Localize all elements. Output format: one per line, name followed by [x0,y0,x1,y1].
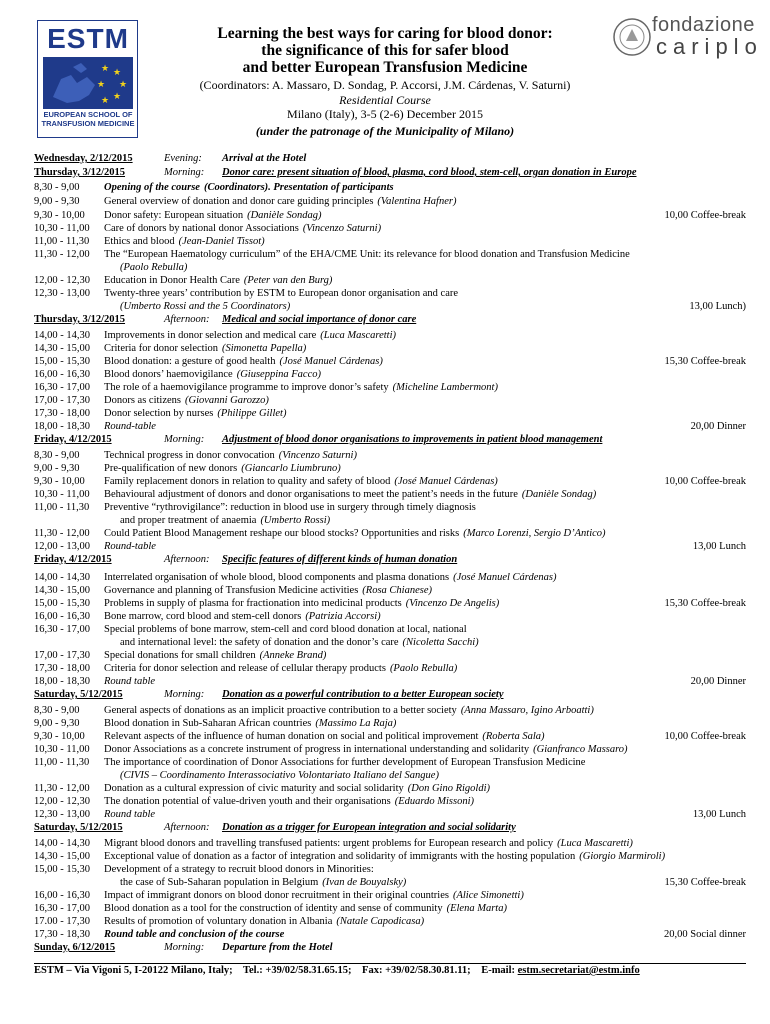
item-title: The role of a haemovigilance programme to improve donor’s safety [104,382,389,393]
item-title: and international level: the safety of donation and the donor’s care [120,637,399,648]
item-title: General aspects of donations as an implicit proactive contribution to a better society [104,705,457,716]
program-item [34,541,156,553]
item-speaker: (Massimo La Raja) [315,718,397,729]
session-label: Afternoon: [164,554,210,565]
item-speaker: (Jean-Daniel Tissot) [178,236,265,247]
session-label: Afternoon: [164,822,210,833]
program-item [34,877,406,889]
item-title: Round table and conclusion of the course [104,929,285,940]
program-item [34,572,557,584]
session-topic: Donation as a trigger for European integration and social solidarity [222,822,516,833]
session-label: Evening: [164,153,202,164]
item-title: Donor Associations as a concrete instrument of progress in international understanding and solidarity [104,744,530,755]
item-title: The “European Haematology curriculum” of the EHA/CME Unit: its relevance for blood donation and Transfusion Medicine [104,249,630,260]
item-speaker: (Vincenzo Saturni) [302,223,382,234]
session-topic: Specific features of different kinds of human donation [222,554,458,565]
day-session-header [34,554,457,566]
item-title: Donor selection by nurses [104,408,214,419]
program-item [34,210,321,222]
item-title: Round table [104,676,156,687]
item-time: 15,00 - 15,30 [34,598,90,609]
estm-logo-word: ESTM [47,23,129,54]
item-title: Round-table [104,541,156,552]
item-time: 9,30 - 10,00 [34,731,85,742]
program-item [34,502,476,514]
europe-map-stars-icon [43,57,133,109]
program-item [34,223,381,235]
item-title: Care of donors by national donor Associations [104,223,299,234]
item-title: Preventive “rythrovigilance”: reduction in blood use in surgery through timely diagnosis [104,502,476,513]
item-time: 9,00 - 9,30 [34,196,80,207]
item-time: 10,30 - 11,00 [34,744,90,755]
item-time: 17,30 - 18,30 [34,929,90,940]
program-item [34,744,628,756]
item-time: 16,30 - 17,00 [34,624,90,635]
item-time: 9,00 - 9,30 [34,718,80,729]
day-label: Saturday, 5/12/2015 [34,822,123,833]
item-speaker: (Umberto Rossi) [260,515,331,526]
program-item [34,809,155,821]
program-item [34,395,269,407]
item-time: 11,00 - 11,30 [34,502,90,513]
svg-text:★: ★ [101,96,110,106]
item-speaker: (Nicoletta Sacchi) [402,637,479,648]
session-topic: Departure from the Hotel [222,942,333,953]
program-item [34,624,467,636]
program-item [34,650,326,662]
program-item [34,796,474,808]
session-topic: Donation as a powerful contribution to a better European society [222,689,504,700]
item-speaker: (Don Gino Rigoldi) [407,783,491,794]
title-line-2: the significance of this for safer blood [261,42,509,59]
item-time: 16,00 - 16,30 [34,611,90,622]
break-note: 15,30 Coffee-break [664,356,746,367]
item-speaker: (José Manuel Cárdenas) [279,356,383,367]
item-speaker: (Giancarlo Liumbruno) [241,463,341,474]
item-title: Relevant aspects of the influence of human donation on social and political improvement [104,731,479,742]
break-note: 20,00 Dinner [690,676,746,687]
item-speaker: (José Manuel Cárdenas) [394,476,498,487]
item-speaker: (CIVIS – Coordinamento Interassociativo Volontariato Italiano del Sangue) [120,770,439,781]
item-speaker: (Luca Mascaretti) [320,330,396,341]
item-time: 9,30 - 10,00 [34,476,85,487]
item-time: 10,30 - 11,00 [34,223,90,234]
item-speaker: (Ivan de Bouyalsky) [322,877,407,888]
program-item [34,489,596,501]
program-item [34,663,457,675]
item-speaker: (Elena Marta) [446,903,507,914]
item-title: Donors as citizens [104,395,181,406]
program-item [34,890,524,902]
program-item [34,343,306,355]
item-title: Special problems of bone marrow, stem-cell and cord blood donation at local, national [104,624,467,635]
day-session-header [34,434,602,446]
program-item [34,598,499,610]
item-speaker: (Micheline Lambermont) [392,382,498,393]
program-item [34,356,383,368]
day-session-header [34,167,637,179]
program-item [34,705,594,717]
day-label: Friday, 4/12/2015 [34,434,112,445]
item-speaker: (Peter van den Burg) [243,275,333,286]
item-speaker: (Giuseppina Facco) [236,369,321,380]
estm-logo [37,20,138,138]
item-title: Blood donation in Sub-Saharan African countries [104,718,312,729]
item-title: the case of Sub-Saharan population in Belgium [120,877,319,888]
item-title: Education in Donor Health Care [104,275,240,286]
break-note: 10,00 Coffee-break [664,476,746,487]
item-time: 8,30 - 9,00 [34,182,80,193]
item-title: Ethics and blood [104,236,175,247]
item-title: Twenty-three years’ contribution by ESTM to European donor organisation and care [104,288,459,299]
cariplo-logo [612,14,763,62]
item-speaker: (Anneke Brand) [259,650,327,661]
item-speaker: (Marco Lorenzi, Sergio D’Antico) [463,528,606,539]
item-title: Donation as a cultural expression of civic maturity and social solidarity [104,783,404,794]
item-title: Problems in supply of plasma for fractionation into medicinal products [104,598,402,609]
item-speaker: (Danièle Sondag) [521,489,597,500]
footer-tel: Tel.: +39/02/58.31.65.15; [242,965,352,976]
cariplo-word-2: cariplo [656,34,763,59]
item-time: 16,00 - 16,30 [34,890,90,901]
item-title: The donation potential of value-driven youth and their organisations [104,796,391,807]
footer-divider [34,963,746,964]
item-speaker: (Vincenzo Saturni) [278,450,357,461]
item-time: 18,00 - 18,30 [34,421,90,432]
item-title: Behavioural adjustment of donors and donor organisations to meet the patient’s needs in the future [104,489,518,500]
item-title: Opening of the course [104,182,200,193]
day-label: Saturday, 5/12/2015 [34,689,123,700]
item-speaker: (Rosa Chianese) [362,585,432,596]
item-title: Blood donors’ haemovigilance [104,369,233,380]
break-note: 13,00 Lunch [692,809,746,820]
item-time: 11,30 - 12,00 [34,528,90,539]
item-title: Blood donation as a tool for the construction of identity and sense of community [104,903,443,914]
program-item [34,903,507,915]
session-label: Afternoon: [164,314,210,325]
item-title: Criteria for donor selection [104,343,219,354]
program-item [34,916,424,928]
break-note: 13,00 Lunch) [689,301,746,312]
program-item [34,382,498,394]
item-title: Improvements in donor selection and medical care [104,330,317,341]
cariplo-word-1: fondazione [652,14,755,36]
program-item [34,182,394,194]
item-time: 8,30 - 9,00 [34,705,80,716]
program-item [34,864,374,876]
program-item [34,450,357,462]
program-item [34,463,341,475]
item-time: 12,30 - 13,00 [34,288,90,299]
program-item [34,851,665,863]
item-time: 16,30 - 17,00 [34,382,90,393]
svg-text:★: ★ [119,80,128,90]
footer-email-link[interactable]: estm.secretariat@estm.info [517,965,640,976]
item-title: Results of promotion of voluntary donation in Albania [104,916,333,927]
program-item [34,196,456,208]
day-label: Thursday, 3/12/2015 [34,314,126,325]
item-time: 14,00 - 14,30 [34,572,90,583]
item-title: Migrant blood donors and travelling transfused patients: urgent problems for European research and policy [104,838,554,849]
break-note: 15,30 Coffee-break [664,598,746,609]
break-note: 20,00 Dinner [690,421,746,432]
item-speaker: (Vincenzo De Angelis) [405,598,500,609]
svg-text:★: ★ [113,68,122,78]
svg-text:★: ★ [97,80,106,90]
item-time: 14,30 - 15,00 [34,585,90,596]
item-time: 15,00 - 15,30 [34,864,90,875]
program-item [34,262,187,274]
item-time: 11,30 - 12,00 [34,249,90,260]
item-time: 16,30 - 17,00 [34,903,90,914]
program-item [34,783,490,795]
item-time: 11,00 - 11,30 [34,757,90,768]
program-item [34,611,381,623]
item-title: Blood donation: a gesture of good health [104,356,276,367]
item-time: 12,00 - 12,30 [34,275,90,286]
location-dates: Milano (Italy), 3-5 (2-6) December 2015 [287,107,483,121]
item-speaker: (Alice Simonetti) [452,890,524,901]
coordinators: (Coordinators: A. Massaro, D. Sondag, P. Accorsi, J.M. Cárdenas, V. Saturni) [199,78,571,92]
program-item [34,528,606,540]
session-label: Morning: [164,434,205,445]
item-time: 17,00 - 17,30 [34,395,90,406]
program-item [34,637,479,649]
footer [34,965,640,976]
day-label: Friday, 4/12/2015 [34,554,112,565]
footer-address: ESTM – Via Vigoni 5, I-20122 Milano, Italy; [34,965,233,976]
session-topic: Medical and social importance of donor care [222,314,417,325]
session-label: Morning: [164,942,205,953]
item-title: Pre-qualification of new donors [104,463,238,474]
item-speaker: (Philippe Gillet) [217,408,287,419]
day-session-header [34,153,306,165]
item-title: Interrelated organisation of whole blood, blood components and plasma donations [104,572,450,583]
session-label: Morning: [164,689,205,700]
item-speaker: (Luca Mascaretti) [557,838,633,849]
item-speaker: (Natale Capodicasa) [336,916,425,927]
item-time: 9,30 - 10,00 [34,210,85,221]
item-speaker: (Patrizia Accorsi) [305,611,381,622]
break-note: 13,00 Lunch [692,541,746,552]
item-title: Could Patient Blood Management reshape our blood stocks? Opportunities and risks [104,528,460,539]
item-title: Special donations for small children [104,650,256,661]
item-time: 17,30 - 18,00 [34,408,90,419]
item-title: Family replacement donors in relation to quality and safety of blood [104,476,391,487]
item-title: General overview of donation and donor care guiding principles [104,196,374,207]
item-title: Impact of immigrant donors on blood donor recruitment in their original countries [104,890,449,901]
item-time: 17.00 - 17,30 [34,916,90,927]
item-time: 15,00 - 15,30 [34,356,90,367]
program-item [34,330,396,342]
estm-logo-subtitle: EUROPEAN SCHOOL OF TRANSFUSION MEDICINE [41,110,135,128]
day-session-header [34,822,516,834]
item-speaker: (Coordinators). Presentation of participants [203,182,394,193]
item-title: Governance and planning of Transfusion Medicine activities [104,585,359,596]
item-time: 17,30 - 18,00 [34,663,90,674]
program-item [34,770,439,782]
item-title: and proper treatment of anaemia [120,515,257,526]
day-label: Thursday, 3/12/2015 [34,167,126,178]
break-note: 10,00 Coffee-break [664,731,746,742]
patronage: (under the patronage of the Municipality of Milano) [255,124,515,138]
item-time: 12,00 - 13,00 [34,541,90,552]
day-label: Wednesday, 2/12/2015 [34,153,133,164]
footer-email-label: E-mail: [481,965,516,976]
item-time: 11,30 - 12,00 [34,783,90,794]
item-title: Donor safety: European situation [104,210,244,221]
item-speaker: (Simonetta Papella) [222,343,307,354]
course-type: Residential Course [339,93,431,107]
program-item [34,301,290,313]
item-time: 11,00 - 11,30 [34,236,90,247]
item-speaker: (José Manuel Cárdenas) [453,572,557,583]
session-label: Morning: [164,167,205,178]
item-time: 8,30 - 9,00 [34,450,80,461]
item-speaker: (Paolo Rebulla) [120,262,188,273]
title-line-1: Learning the best ways for caring for blood donor: [217,25,553,42]
item-speaker: (Valentina Hafner) [377,196,457,207]
item-speaker: (Gianfranco Massaro) [533,744,628,755]
day-session-header [34,689,504,701]
svg-text:★: ★ [101,64,110,74]
item-time: 10,30 - 11,00 [34,489,90,500]
item-time: 14,30 - 15,00 [34,343,90,354]
item-time: 14,30 - 15,00 [34,851,90,862]
break-note: 20,00 Social dinner [664,929,746,940]
item-speaker: (Umberto Rossi and the 5 Coordinators) [120,301,291,312]
item-speaker: (Paolo Rebulla) [389,663,458,674]
title-line-3: and better European Transfusion Medicine [242,59,528,76]
program-item [34,585,432,597]
break-note: 10,00 Coffee-break [664,210,746,221]
program-item [34,718,396,730]
program-item [34,421,156,433]
item-time: 9,00 - 9,30 [34,463,80,474]
item-title: The importance of coordination of Donor Associations for further development of European Transfusion Medicine [104,757,586,768]
break-note: 15,30 Coffee-break [664,877,746,888]
item-time: 18,00 - 18,30 [34,676,90,687]
item-speaker: (Giovanni Garozzo) [184,395,269,406]
item-time: 14,00 - 14,30 [34,838,90,849]
item-speaker: (Roberta Sala) [482,731,545,742]
item-title: Exceptional value of donation as a factor of integration and solidarity of immigrants with the hosting population [104,851,576,862]
item-speaker: (Danièle Sondag) [247,210,322,221]
program-item [34,731,545,743]
program-item [34,929,284,941]
item-title: Technical progress in donor convocation [104,450,275,461]
program-item [34,288,458,300]
item-speaker: (Giorgio Marmiroli) [579,851,666,862]
item-title: Round-table [104,421,156,432]
item-title: Criteria for donor selection and release of cellular therapy products [104,663,386,674]
session-topic: Arrival at the Hotel [222,153,307,164]
program-item [34,275,332,287]
program-item [34,515,330,527]
item-title: Development of a strategy to recruit blood donors in Minorities: [104,864,374,875]
item-speaker: (Eduardo Missoni) [394,796,474,807]
item-title: Round table [104,809,156,820]
item-time: 16,00 - 16,30 [34,369,90,380]
item-time: 12,00 - 12,30 [34,796,90,807]
item-time: 12,30 - 13,00 [34,809,90,820]
day-label: Sunday, 6/12/2015 [34,942,116,953]
item-time: 17,00 - 17,30 [34,650,90,661]
day-session-header [34,314,416,326]
svg-text:★: ★ [113,92,122,102]
day-session-header [34,942,333,954]
program-item [34,408,286,420]
item-time: 14,00 - 14,30 [34,330,90,341]
program-item [34,249,630,261]
session-topic: Donor care: present situation of blood, plasma, cord blood, stem-cell, organ donation in Europe [222,167,637,178]
program-item [34,676,155,688]
program-item [34,369,321,381]
program-item [34,476,498,488]
footer-fax: Fax: +39/02/58.30.81.11; [362,965,471,976]
session-topic: Adjustment of blood donor organisations to improvements in patient blood management [222,434,603,445]
item-title: Bone marrow, cord blood and stem-cell donors [104,611,302,622]
program-item [34,838,633,850]
program-item [34,236,265,248]
item-speaker: (Anna Massaro, Igino Arboatti) [460,705,594,716]
program-item [34,757,585,769]
